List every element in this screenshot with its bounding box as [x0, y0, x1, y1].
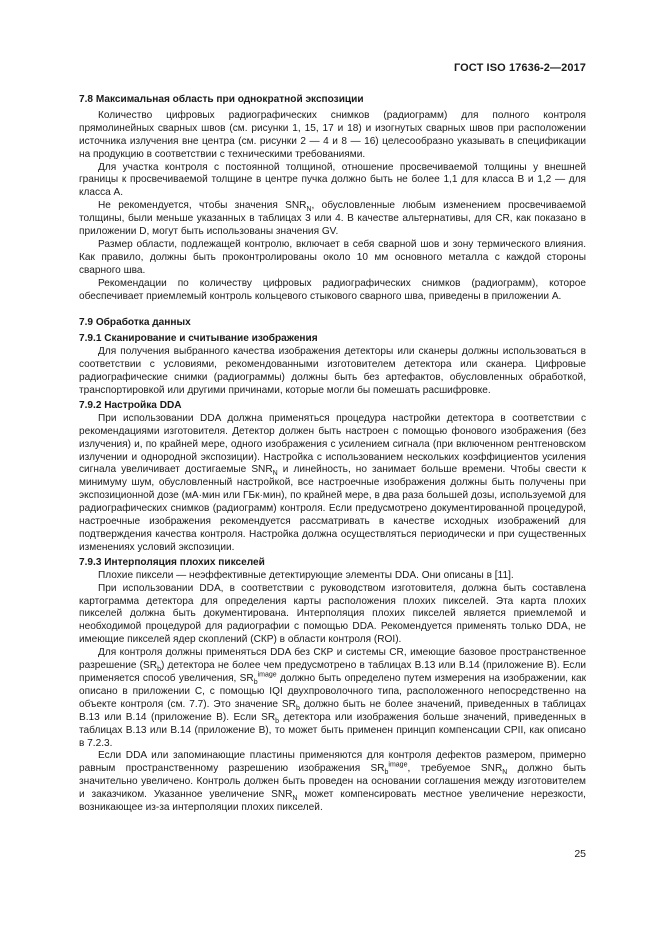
- paragraph: При использовании DDA должна применяться процедура настройки детектора в соответствии с рекомендациями изготовителя. Детектор должен быть настроен с помощью фонового изображения (без излучения) и, по крайней мере, одного изображения с усилением сигнала (при включенном рентгеновском излучении и однородной экспозиции). Настройка с использованием нескольких коэффициентов усиления сигнала увеличивает достигаемые $SNR_N$ и линейность, но занимает больше времени. Чтобы свести к минимуму шум, обусловленный настройкой, все настроечные изображения должны быть получены при экспозиционной дозе (мА·мин или ГБк·мин), по крайней мере, в два раза большей дозы, используемой для радиографических снимков (радиограмм) контроля. Если предусмотрено документированной процедурой, настроечные изображения рекомендуется рассматривать в качестве исходных изображений для подтверждения качества контроля. Настройка должна осуществляться периодически и при существенных изменениях условий экспозиции.: [79, 412, 586, 553]
- page-number: 25: [574, 848, 586, 860]
- paragraph: Рекомендации по количеству цифровых радиографических снимков (радиограмм), которое обеспечивает приемлемый контроль кольцевого стыкового сварного шва, приведены в приложении А.: [79, 277, 586, 302]
- paragraph: Количество цифровых радиографических снимков (радиограмм) для полного контроля прямолинейных сварных швов (см. рисунки 1, 15, 17 и 18) и изогнутых сварных швов при расположении источника излучения вне центра (см. рисунки 2 — 4 и 8 — 16) целесообразно указывать в спецификации на продукцию в соответствии с техническими требованиями.: [79, 109, 586, 160]
- paragraph: Размер области, подлежащей контролю, включает в себя сварной шов и зону термического влияния. Как правило, должны быть проконтролированы около 10 мм основного металла с каждой стороны сварного шва.: [79, 238, 586, 276]
- subscript: b: [157, 666, 161, 674]
- section-7-9-title: 7.9 Обработка данных: [79, 316, 191, 328]
- page-header: ГОСТ ISO 17636-2—2017: [453, 62, 586, 74]
- section-7-9-3-title: 7.9.3 Интерполяция плохих пикселей: [79, 556, 265, 568]
- paragraph: Для контроля должны применяться DDA без СКР и системы CR, имеющие базовое пространственное разрешение $(SR_b)$ детектора не более чем предусмотрено в таблицах В.13 или В.14 (приложение В). Если применяется способ увеличения, $SR_b^{image}$ должно быть определено путем измерения на изображении, как описано в приложении С, с помощью IQI двухпроволочного типа, расположенного непосредственно на объекте контроля (см. 7.7). Это значение $SR_b$ должно быть не более значений, приведенных в таблицах В.13 или В.14 (приложение В). Если $SR_b$ детектора или изображения больше значений, приведенных в таблицах В.13 или В.14 (приложение В), то может быть применен принцип компенсации CPII, как описано в 7.2.3.: [79, 647, 586, 749]
- subscript: N: [292, 795, 298, 803]
- section-7-9-1-title: 7.9.1 Сканирование и считывание изображения: [79, 333, 318, 345]
- subscript: b: [253, 678, 258, 686]
- paragraph: Плохие пиксели — неэффективные детектирующие элементы DDA. Они описаны в [11].: [98, 569, 514, 581]
- section-7-8-title: 7.8 Максимальная область при однократной экспозиции: [79, 94, 364, 105]
- section-7-9-2-title: 7.9.2 Настройка DDA: [79, 399, 182, 411]
- paragraph: При использовании DDA, в соответствии с руководством изготовителя, должна быть составлена картограмма детектора для определения карты расположения плохих пикселей. Эта карта плохих пикселей должна быть документирована. Интерполяция плохих пикселей является приемлемой и необходимой процедурой для радиографии с помощью DDA. Рекомендуется применять только DDA, не имеющие пикселей ядер скоплений (СКР) в области контроля (ROI).: [79, 582, 586, 646]
- paragraph: Если DDA или запоминающие пластины применяются для контроля дефектов размером, примерно равным пространственному разрешению изображения $SR_b^{image}$, требуемое $SNR_N$ должно быть значительно увеличено. Контроль должен быть проведен на основании соглашения между изготовителем и заказчиком. Указанное увеличение $SNR_N$ может компенсировать местное увеличение нерезкости, возникающее из-за интерполяции плохих пикселей.: [79, 750, 586, 814]
- subscript: N: [272, 470, 278, 478]
- subscript: b: [384, 769, 389, 777]
- subscript: N: [306, 206, 312, 214]
- superscript: image: [388, 761, 408, 769]
- subscript: b: [275, 717, 280, 725]
- document-body: [79, 94, 586, 815]
- paragraph: Для участка контроля с постоянной толщиной, отношение просвечиваемой толщины у внешней границы к просвечиваемой толщине в центре пучка должно быть не более 1,1 для класса В и 1,2 — для класса А.: [79, 161, 586, 199]
- superscript: image: [257, 671, 277, 679]
- paragraph: Не рекомендуется, чтобы значения $SNR_N$, обусловленные любым изменением просвечиваемой толщины, были меньше указанных в таблицах 3 или 4. В качестве альтернативы, для CR, как показано в приложении D, могут быть использованы значения GV.: [79, 200, 586, 238]
- subscript: N: [502, 769, 508, 777]
- paragraph: Для получения выбранного качества изображения детекторы или сканеры должны использоваться в соответствии с условиями, рекомендованными изготовителем детектора или сканера. Цифровые радиографические снимки (радиограммы) должны быть без артефактов, обусловленных обработкой, транспортировкой или другими причинами, которые могли бы помешать расшифровке.: [79, 346, 586, 397]
- subscript: b: [295, 704, 300, 712]
